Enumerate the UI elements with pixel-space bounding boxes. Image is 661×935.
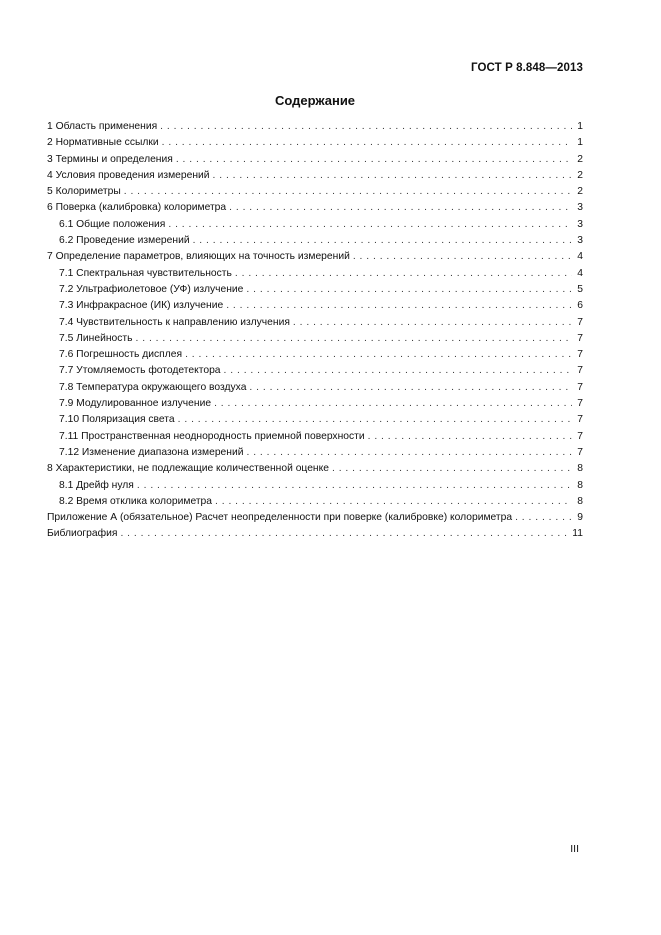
toc-entry-text: 8.1 Дрейф нуля [59,479,134,491]
toc-subentry[interactable] [47,429,583,445]
toc-entry-page: 1 [577,137,583,149]
page-number: III [570,843,579,855]
toc-entry-text: 7.8 Температура окружающего воздуха [59,381,247,393]
toc-entry-text: 7.9 Модулированное излучение [59,398,212,410]
toc-entry-page: 4 [577,251,583,263]
toc-subentry[interactable] [47,380,583,396]
dot-leader [120,526,569,542]
toc-entry-page: 7 [577,332,583,344]
toc-entry-page: 3 [577,235,583,247]
dot-leader [162,135,572,151]
toc-subentry[interactable] [47,494,583,510]
toc-entry[interactable] [47,200,583,216]
dot-leader [168,217,572,233]
toc-subentry[interactable] [47,282,583,298]
toc-entry-text: 7 Определение параметров, влияющих на точность измерений [47,251,350,263]
dot-leader [249,380,572,396]
toc-entry-text: 4 Условия проведения измерений [47,169,210,181]
toc-entry-page: 3 [577,218,583,230]
toc-entry-text: 3 Термины и определения [47,153,173,165]
toc-entry-text: 6.2 Проведение измерений [59,235,190,247]
toc-entry-page: 2 [577,186,583,198]
dot-leader [137,478,572,494]
toc-entry-text: 7.11 Пространственная неоднородность приемной поверхности [59,430,365,442]
toc-subentry[interactable] [47,266,583,282]
toc-entry-page: 3 [577,202,583,214]
dot-leader [235,266,572,282]
toc-entry-page: 7 [577,365,583,377]
dot-leader [193,233,572,249]
toc-entry-page: 1 [577,121,583,132]
dot-leader [515,510,572,526]
toc-entry-page: 7 [577,316,583,328]
toc-entry-text: 2 Нормативные ссылки [47,137,159,149]
dot-leader [136,331,573,347]
toc-entry-page: 7 [577,398,583,410]
toc-subentry[interactable] [47,478,583,494]
toc-entry-text: Библиография [47,528,118,540]
dot-leader [214,396,572,412]
dot-leader [293,315,572,331]
toc-entry-text: 7.6 Погрешность дисплея [59,349,183,361]
dot-leader [226,298,572,314]
toc-entry-text: 7.3 Инфракрасное (ИК) излучение [59,300,224,312]
dot-leader [332,461,572,477]
toc-entry-text: 8.2 Время отклика колориметра [59,495,213,507]
toc-entry-page: 2 [577,169,583,181]
toc-entry-text: 7.12 Изменение диапазона измерений [59,446,244,458]
toc-entry-page: 7 [577,381,583,393]
toc-subentry[interactable] [47,298,583,314]
toc-entry-text: 7.5 Линейность [59,332,133,344]
toc-entry-text: 7.2 Ультрафиолетовое (УФ) излучение [59,283,244,295]
toc-subentry[interactable] [47,347,583,363]
toc-entry-page: 9 [577,512,583,524]
toc-entry-text: 7.7 Утомляемость фотодетектора [59,365,221,377]
toc-entry[interactable] [47,168,583,184]
toc-entry[interactable] [47,119,583,135]
dot-leader [246,445,572,461]
toc-subentry[interactable] [47,315,583,331]
dot-leader [160,119,572,135]
toc-entry-page: 5 [577,283,583,295]
toc-entry[interactable] [47,152,583,168]
toc-entry-page: 4 [577,267,583,279]
toc-title: Содержание [274,93,356,108]
toc-entry[interactable] [47,184,583,200]
toc-entry-page: 8 [577,463,583,475]
toc-entry-text: 7.1 Спектральная чувствительность [59,267,232,279]
dot-leader [124,184,572,200]
toc-entry-page: 8 [577,495,583,507]
dot-leader [229,200,572,216]
dot-leader [246,282,572,298]
table-of-contents [47,119,583,543]
dot-leader [185,347,572,363]
toc-entry-text: 8 Характеристики, не подлежащие количественной оценке [47,463,329,475]
dot-leader [215,494,572,510]
dot-leader [368,429,572,445]
toc-entry-page: 7 [577,446,583,458]
toc-entry[interactable] [47,249,583,265]
toc-subentry[interactable] [47,412,583,428]
toc-entry-text: 7.4 Чувствительность к направлению излучения [59,316,290,328]
toc-entry-page: 7 [577,430,583,442]
toc-subentry[interactable] [47,445,583,461]
toc-entry-text: Приложение А (обязательное) Расчет неопределенности при поверке (калибровке) колориметра [47,512,513,524]
dot-leader [224,363,572,379]
toc-subentry[interactable] [47,363,583,379]
toc-entry-page: 2 [577,153,583,165]
toc-entry[interactable] [47,135,583,151]
toc-subentry[interactable] [47,396,583,412]
toc-subentry[interactable] [47,233,583,249]
dot-leader [213,168,572,184]
toc-entry-text: 7.10 Поляризация света [59,414,175,426]
toc-subentry[interactable] [47,331,583,347]
toc-entry-page: 8 [577,479,583,491]
dot-leader [176,152,572,168]
dot-leader [353,249,572,265]
toc-entry-page: 7 [577,414,583,426]
toc-entry-text: 1 Область применения [47,121,158,132]
toc-entry[interactable] [47,510,583,526]
toc-subentry[interactable] [47,217,583,233]
dot-leader [178,412,572,428]
toc-entry[interactable] [47,526,583,542]
toc-entry-page: 7 [577,349,583,361]
toc-entry[interactable] [47,461,583,477]
toc-entry-text: 6 Поверка (калибровка) колориметра [47,202,227,214]
toc-entry-text: 5 Колориметры [47,186,121,198]
document-code: ГОСТ Р 8.848—2013 [471,62,583,74]
toc-entry-page: 6 [577,300,583,312]
toc-entry-page: 11 [572,528,583,540]
toc-entry-text: 6.1 Общие положения [59,218,166,230]
